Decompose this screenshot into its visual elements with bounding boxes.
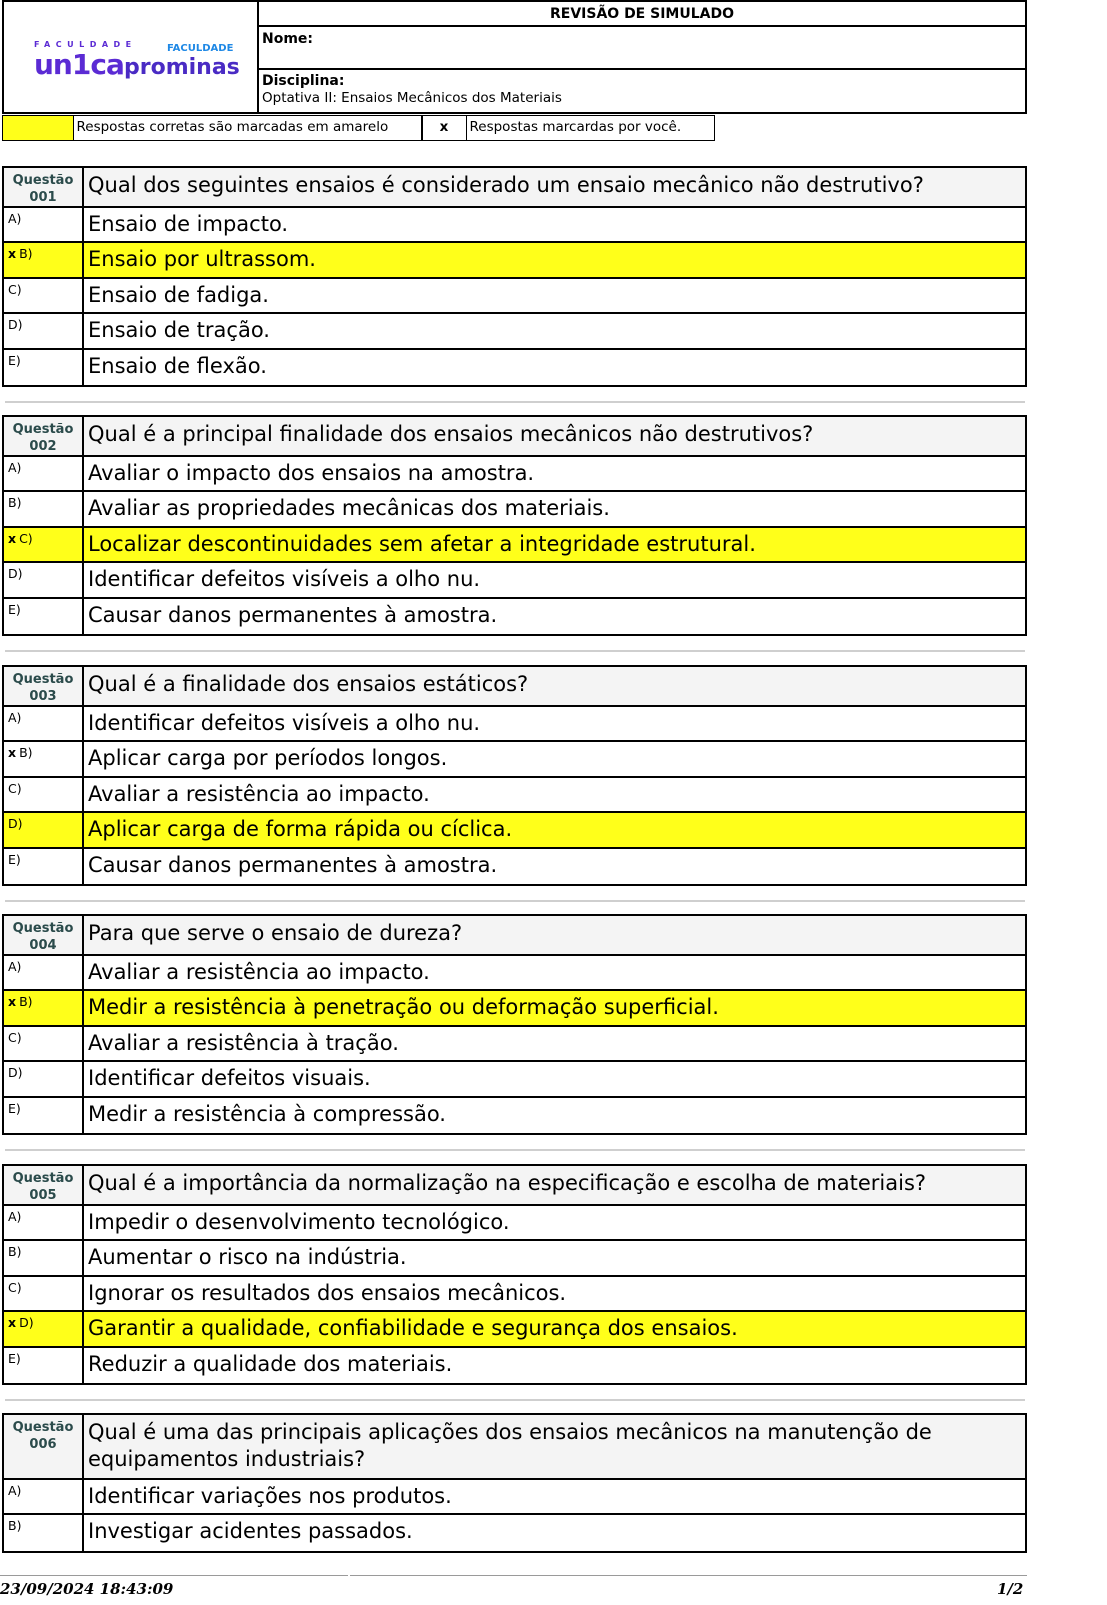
option-letter-cell bbox=[4, 991, 84, 1024]
question-block bbox=[2, 415, 1027, 636]
question-number: 001 bbox=[29, 190, 57, 205]
option-letter: D) bbox=[8, 566, 23, 582]
answer-option bbox=[4, 1027, 1025, 1062]
question-table bbox=[2, 914, 1027, 1135]
question-block bbox=[2, 1413, 1027, 1553]
option-letter-cell bbox=[4, 778, 84, 811]
question-header bbox=[4, 916, 1025, 956]
logo-cell bbox=[4, 2, 259, 112]
answer-option bbox=[4, 742, 1025, 777]
question-label bbox=[4, 1166, 84, 1204]
question-separator bbox=[5, 900, 1025, 902]
answer-option bbox=[4, 279, 1025, 314]
option-letter: D) bbox=[19, 1315, 34, 1331]
option-letter-cell bbox=[4, 849, 84, 884]
question-table bbox=[2, 1164, 1027, 1385]
answer-option-correct bbox=[4, 243, 1025, 278]
option-text: Avaliar as propriedades mecânicas dos materiais. bbox=[88, 496, 610, 521]
option-text: Identificar defeitos visíveis a olho nu. bbox=[88, 567, 481, 592]
option-letter-cell bbox=[4, 350, 84, 385]
option-text: Ignorar os resultados dos ensaios mecânicos. bbox=[88, 1280, 567, 1305]
option-letter: B) bbox=[19, 246, 33, 262]
answer-option bbox=[4, 1277, 1025, 1312]
option-letter: C) bbox=[8, 1029, 22, 1045]
option-letter-cell bbox=[4, 1206, 84, 1239]
question-label bbox=[4, 1415, 84, 1478]
option-letter: B) bbox=[8, 495, 22, 511]
answer-option bbox=[4, 457, 1025, 492]
option-letter: E) bbox=[8, 601, 21, 617]
your-answer-mark: x bbox=[8, 530, 17, 546]
answer-option bbox=[4, 1515, 1025, 1550]
option-letter: C) bbox=[8, 1279, 22, 1295]
logo-small-left: FACULDADE bbox=[34, 40, 137, 49]
question-text: Qual é a finalidade dos ensaios estáticos? bbox=[88, 672, 529, 696]
option-letter: A) bbox=[8, 1483, 22, 1498]
question-block bbox=[2, 1164, 1027, 1385]
option-text: Avaliar a resistência ao impacto. bbox=[88, 960, 430, 984]
question-table bbox=[2, 1413, 1027, 1553]
question-block bbox=[2, 665, 1027, 886]
option-letter: C) bbox=[8, 281, 22, 297]
legend-x-mark: x bbox=[421, 115, 467, 141]
option-letter-cell bbox=[4, 243, 84, 276]
option-text: Garantir a qualidade, confiabilidade e segurança dos ensaios. bbox=[88, 1316, 738, 1341]
option-text: Investigar acidentes passados. bbox=[88, 1519, 413, 1544]
option-letter-cell bbox=[4, 1027, 84, 1060]
answer-option bbox=[4, 1241, 1025, 1276]
answer-option bbox=[4, 1062, 1025, 1097]
option-letter-cell bbox=[4, 492, 84, 525]
question-table bbox=[2, 166, 1027, 387]
option-text: Identificar defeitos visíveis a olho nu. bbox=[88, 711, 481, 735]
option-letter: E) bbox=[8, 851, 21, 867]
answer-option bbox=[4, 1206, 1025, 1241]
question-text: Qual dos seguintes ensaios é considerado um ensaio mecânico não destrutivo? bbox=[88, 173, 924, 197]
option-text: Avaliar a resistência à tração. bbox=[88, 1030, 399, 1055]
question-header bbox=[4, 667, 1025, 707]
your-answer-mark: x bbox=[8, 745, 17, 761]
logo-prominas: prominas bbox=[124, 55, 240, 80]
option-text: Ensaio por ultrassom. bbox=[88, 247, 316, 272]
answer-option bbox=[4, 314, 1025, 349]
option-letter-cell bbox=[4, 1348, 84, 1383]
answer-option-correct bbox=[4, 1312, 1025, 1347]
option-letter: B) bbox=[8, 1244, 22, 1260]
option-letter-cell bbox=[4, 1098, 84, 1133]
option-letter: D) bbox=[8, 816, 23, 832]
legend-yellow-swatch bbox=[2, 115, 74, 141]
question-separator bbox=[5, 1149, 1025, 1151]
option-letter: A) bbox=[8, 460, 22, 475]
logo-small-right: FACULDADE bbox=[167, 43, 234, 54]
option-text: Causar danos permanentes à amostra. bbox=[88, 852, 498, 877]
option-text: Ensaio de tração. bbox=[88, 318, 270, 343]
option-letter-cell bbox=[4, 208, 84, 241]
discipline-block bbox=[259, 70, 1025, 112]
question-header bbox=[4, 168, 1025, 208]
answer-option bbox=[4, 1480, 1025, 1515]
your-answer-mark: x bbox=[8, 246, 17, 262]
option-text: Medir a resistência à penetração ou deformação superficial. bbox=[88, 995, 719, 1020]
question-text: Para que serve o ensaio de dureza? bbox=[88, 921, 463, 945]
question-label-text: Questão bbox=[12, 672, 74, 687]
option-letter: B) bbox=[19, 994, 33, 1010]
question-table bbox=[2, 665, 1027, 886]
question-separator bbox=[5, 1399, 1025, 1401]
answer-option bbox=[4, 350, 1025, 385]
question-number: 003 bbox=[29, 689, 57, 704]
option-text: Aplicar carga de forma rápida ou cíclica. bbox=[88, 817, 513, 842]
option-letter-cell bbox=[4, 314, 84, 347]
option-letter-cell bbox=[4, 707, 84, 740]
answer-option bbox=[4, 778, 1025, 813]
legend-yours-text: Respostas marcardas por você. bbox=[466, 115, 715, 141]
question-label bbox=[4, 916, 84, 954]
option-letter: C) bbox=[8, 780, 22, 796]
question-header bbox=[4, 1415, 1025, 1480]
option-letter-cell bbox=[4, 1062, 84, 1095]
option-letter-cell bbox=[4, 1241, 84, 1274]
answer-option bbox=[4, 563, 1025, 598]
option-text: Avaliar a resistência ao impacto. bbox=[88, 781, 430, 806]
question-number: 004 bbox=[29, 938, 57, 953]
question-label-text: Questão bbox=[12, 173, 74, 188]
question-block bbox=[2, 166, 1027, 387]
info-cell bbox=[259, 2, 1025, 112]
question-label-text: Questão bbox=[12, 1171, 74, 1186]
option-letter-cell bbox=[4, 599, 84, 634]
answer-option-correct bbox=[4, 528, 1025, 563]
question-block bbox=[2, 914, 1027, 1135]
your-answer-mark: x bbox=[8, 994, 17, 1010]
question-label-text: Questão bbox=[12, 1420, 74, 1435]
option-text: Localizar descontinuidades sem afetar a integridade estrutural. bbox=[88, 531, 756, 556]
option-text: Identificar defeitos visuais. bbox=[88, 1066, 371, 1091]
option-letter: E) bbox=[8, 352, 21, 368]
option-text: Causar danos permanentes à amostra. bbox=[88, 602, 498, 627]
option-letter: E) bbox=[8, 1100, 21, 1116]
option-text: Ensaio de fadiga. bbox=[88, 282, 269, 307]
option-letter: A) bbox=[8, 710, 22, 725]
question-number: 005 bbox=[29, 1188, 57, 1203]
question-text: Qual é uma das principais aplicações dos ensaios mecânicos na manutenção de equipamentos industriais? bbox=[88, 1420, 932, 1471]
legend-correct-text: Respostas corretas são marcadas em amarelo bbox=[73, 115, 423, 141]
faculdade-logo bbox=[34, 40, 240, 81]
option-text: Aplicar carga por períodos longos. bbox=[88, 746, 448, 771]
answer-option-correct bbox=[4, 813, 1025, 848]
question-label bbox=[4, 417, 84, 455]
option-text: Ensaio de flexão. bbox=[88, 353, 267, 378]
question-label bbox=[4, 168, 84, 206]
option-text: Ensaio de impacto. bbox=[88, 212, 289, 236]
option-letter: A) bbox=[8, 959, 22, 974]
question-label bbox=[4, 667, 84, 705]
option-letter-cell bbox=[4, 1515, 84, 1550]
footer-datetime: 23/09/2024 18:43:09 bbox=[0, 1580, 174, 1598]
option-letter-cell bbox=[4, 742, 84, 775]
answer-option-correct bbox=[4, 991, 1025, 1026]
option-letter-cell bbox=[4, 956, 84, 989]
question-label-text: Questão bbox=[12, 921, 74, 936]
answer-option bbox=[4, 1348, 1025, 1383]
option-text: Identificar variações nos produtos. bbox=[88, 1484, 452, 1508]
question-separator bbox=[5, 650, 1025, 652]
option-letter: C) bbox=[19, 530, 33, 546]
option-letter: A) bbox=[8, 211, 22, 226]
option-letter-cell bbox=[4, 457, 84, 490]
question-table bbox=[2, 415, 1027, 636]
option-letter: D) bbox=[8, 317, 23, 333]
option-letter-cell bbox=[4, 813, 84, 846]
question-text: Qual é a principal finalidade dos ensaios mecânicos não destrutivos? bbox=[88, 422, 814, 446]
option-text: Aumentar o risco na indústria. bbox=[88, 1245, 407, 1270]
option-letter-cell bbox=[4, 1277, 84, 1310]
option-text: Reduzir a qualidade dos materiais. bbox=[88, 1351, 453, 1376]
your-answer-mark: x bbox=[8, 1315, 17, 1331]
question-number: 006 bbox=[29, 1437, 57, 1452]
answer-option bbox=[4, 492, 1025, 527]
discipline-value: Optativa II: Ensaios Mecânicos dos Materiais bbox=[262, 90, 562, 106]
footer-divider-right bbox=[350, 1575, 1027, 1576]
option-text: Avaliar o impacto dos ensaios na amostra. bbox=[88, 461, 535, 485]
answer-option bbox=[4, 849, 1025, 884]
option-letter-cell bbox=[4, 1312, 84, 1345]
question-label-text: Questão bbox=[12, 422, 74, 437]
option-letter: D) bbox=[8, 1065, 23, 1081]
answer-option bbox=[4, 707, 1025, 742]
page-title: REVISÃO DE SIMULADO bbox=[259, 2, 1025, 27]
answer-option bbox=[4, 599, 1025, 634]
option-letter-cell bbox=[4, 1480, 84, 1513]
question-text: Qual é a importância da normalização na especificação e escolha de materiais? bbox=[88, 1171, 927, 1195]
question-header bbox=[4, 417, 1025, 457]
question-number: 002 bbox=[29, 439, 57, 454]
footer-divider-left bbox=[0, 1575, 348, 1576]
option-letter-cell bbox=[4, 528, 84, 561]
name-label: Nome: bbox=[259, 27, 1025, 70]
option-letter: B) bbox=[8, 1518, 22, 1534]
answer-option bbox=[4, 1098, 1025, 1133]
option-letter: A) bbox=[8, 1209, 22, 1224]
option-letter-cell bbox=[4, 279, 84, 312]
discipline-label: Disciplina: bbox=[262, 73, 345, 89]
logo-unica: un1ca bbox=[34, 48, 124, 81]
answer-option bbox=[4, 956, 1025, 991]
legend bbox=[2, 115, 715, 141]
option-text: Medir a resistência à compressão. bbox=[88, 1101, 446, 1126]
footer-page-number: 1/2 bbox=[997, 1580, 1024, 1598]
question-separator bbox=[5, 401, 1025, 403]
document-header bbox=[2, 0, 1027, 114]
question-header bbox=[4, 1166, 1025, 1206]
answer-option bbox=[4, 208, 1025, 243]
option-letter: B) bbox=[19, 745, 33, 761]
option-letter-cell bbox=[4, 563, 84, 596]
option-letter: E) bbox=[8, 1350, 21, 1366]
option-text: Impedir o desenvolvimento tecnológico. bbox=[88, 1210, 510, 1234]
